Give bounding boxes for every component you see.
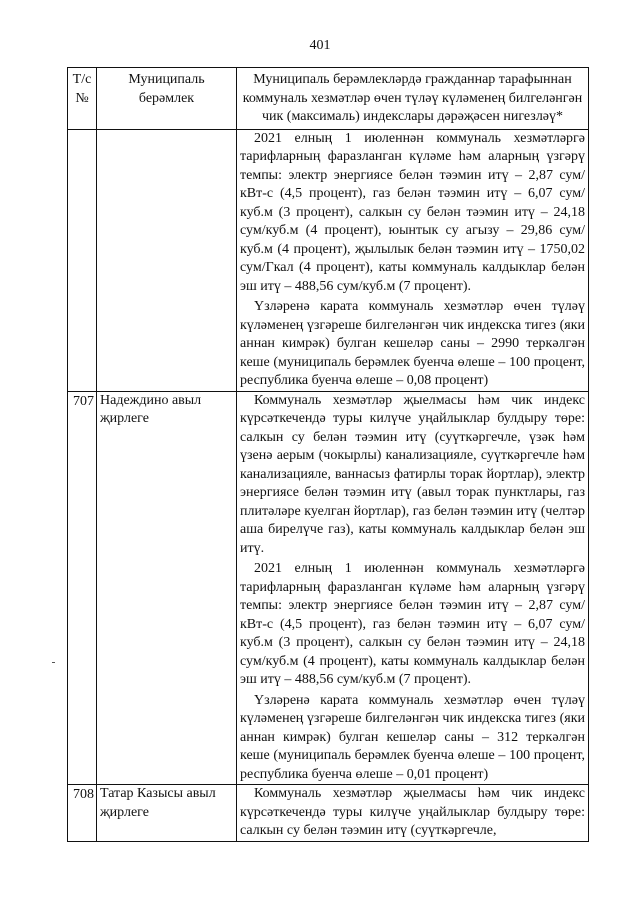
row-justification <box>237 391 589 785</box>
row-justification <box>237 785 589 842</box>
header-justification: Муниципаль берәмлекләрдә гражданнар тарафыннан коммуналь хезмәтләр өчен түләү күләменең билгеләнгән чик (максималь) индекслары дәрәҗәсен нигезләү* <box>237 68 589 130</box>
row-number <box>68 129 97 391</box>
row-number: 707 <box>68 391 97 785</box>
table-row <box>68 391 589 785</box>
header-municipality: Муниципаль берәмлек <box>97 68 237 130</box>
page-number: 401 <box>309 38 331 53</box>
table-row <box>68 785 589 842</box>
table-row <box>68 129 589 391</box>
services-paragraph: Коммуналь хезмәтләр җыелмасы һәм чик индекс күрсәткечендә туры килүче уңайлыклар булдыру төре: салкын су белән тәэмин итү (суүткәргечле, үзәк һәм үзенә аерым (чокырлы) канализацияле, суүткәргечле һәм канализацияле, ваннасыз фатирлы торак йортлар), электр энергиясе белән тәэмин итү (авыл торак пунктлары, газ плитәләре куелган йортлар), газ белән тәэмин итү (челтәр аша бирелүче газ), каты коммуналь калдыклар белән эш итү. <box>240 392 585 556</box>
tariff-paragraph: 2021 елның 1 июленнән коммуналь хезмәтләргә тарифларның фаразланган күләме һәм аларның үзгәрү темпы: электр энергиясе белән тәэмин итү – 2,87 сум/кВт-с (4,5 процент), газ белән тәэмин итү – 6,07 сум/куб.м (3 процент), салкын су белән тәэмин итү – 24,18 сум/куб.м (4 процент), юынтык су агызу – 29,86 сум/куб.м (4 процент), җылылык белән тәэмин итү – 1750,02 сум/Гкал (4 процент), каты коммуналь калдыклар белән эш итү – 488,56 сум/куб.м (7 процент). <box>240 130 585 294</box>
municipal-index-table <box>67 67 589 842</box>
margin-mark <box>52 662 55 663</box>
header-number: Т/с № <box>68 68 97 130</box>
row-justification <box>237 129 589 391</box>
row-municipality <box>97 129 237 391</box>
population-paragraph: Үзләренә карата коммуналь хезмәтләр өчен түләү күләменең үзгәреше билгеләнгән чик индекска тигез (яки аннан кимрәк) булган кешеләр саны – 312 теркәлгән кеше (муниципаль берәмлек буенча өлеше – 100 процент, республика буенча өлеше – 0,01 процент) <box>240 692 585 782</box>
row-municipality: Надеждино авыл җирлеге <box>97 391 237 785</box>
population-paragraph: Үзләренә карата коммуналь хезмәтләр өчен түләү күләменең үзгәреше билгеләнгән чик индекска тигез (яки аннан кимрәк) булган кешеләр саны – 2990 теркәлгән кеше (муниципаль берәмлек буенча өлеше – 100 процент, республика буенча өлеше – 0,08 процент) <box>240 299 585 388</box>
services-paragraph: Коммуналь хезмәтләр җыелмасы һәм чик индекс күрсәткечендә туры килүче уңайлыклар булдыру төре: салкын су белән тәэмин итү (суүткәргечле, <box>240 786 585 838</box>
tariff-paragraph: 2021 елның 1 июленнән коммуналь хезмәтләргә тарифларның фаразланган күләме һәм аларның үзгәрү темпы: электр энергиясе белән тәэмин итү – 2,87 сум/кВт-с (4,5 процент), газ белән тәэмин итү – 6,07 сум/куб.м (3 процент), салкын су белән тәэмин итү – 24,18 сум/куб.м (4 процент), каты коммуналь калдыклар белән эш итү – 488,56 сум/куб.м (7 процент). <box>240 561 585 687</box>
table-header-row <box>68 68 589 130</box>
row-municipality: Татар Казысы авыл җирлеге <box>97 785 237 842</box>
row-number: 708 <box>68 785 97 842</box>
